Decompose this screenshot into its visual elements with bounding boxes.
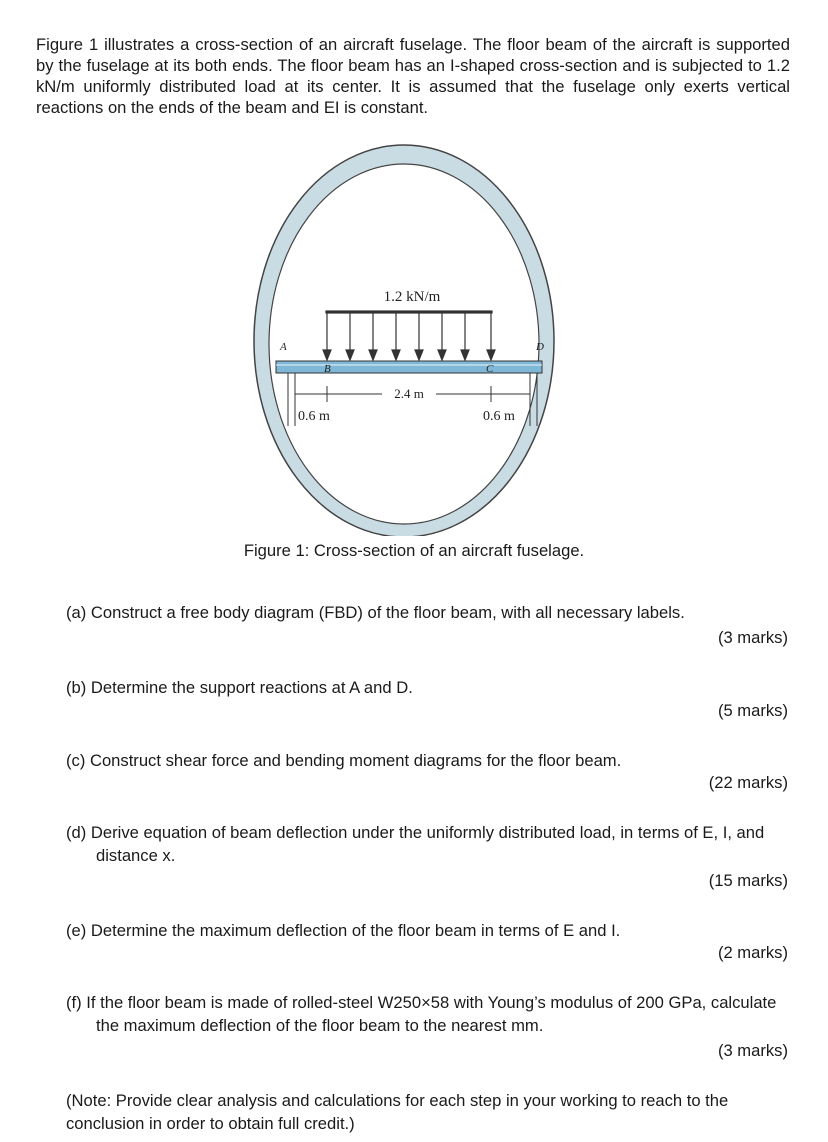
dimension-right: 0.6 m bbox=[483, 409, 515, 424]
question-f: (f) If the floor beam is made of rolled-steel W250×58 with Young’s modulus of 200 GPa, calculate the maximum deflection of the floor beam to the nearest mm. bbox=[66, 993, 777, 1035]
question-c: (c) Construct shear force and bending moment diagrams for the floor beam. bbox=[66, 751, 622, 770]
marks-a: (3 marks) bbox=[717, 628, 788, 647]
marks-d: (15 marks) bbox=[708, 871, 788, 890]
dimension-mid: 2.4 m bbox=[394, 386, 424, 401]
marks-c: (22 marks) bbox=[708, 773, 788, 792]
label-a: A bbox=[280, 341, 287, 353]
question-e: (e) Determine the maximum deflection of the floor beam in terms of E and I. bbox=[66, 921, 621, 940]
dimension-left: 0.6 m bbox=[298, 409, 330, 424]
floor-beam bbox=[276, 361, 542, 373]
figure-caption: Figure 1: Cross-section of an aircraft fuselage. bbox=[243, 541, 585, 560]
note: (Note: Provide clear analysis and calculations for each step in your working to reach to the conclusion in order to obtain full credit.) bbox=[66, 1091, 729, 1133]
problem-intro: Figure 1 illustrates a cross-section of an aircraft fuselage. The floor beam of the aircraft is supported by the fuselage at its both ends. The floor beam has an I-shaped cross-section and is subjected to 1.2 kN/m uniformly distributed load at its center. It is assumed that the fuselage only exerts vertical reactions on the ends of the beam and EI is constant. bbox=[36, 35, 790, 117]
question-a: (a) Construct a free body diagram (FBD) of the floor beam, with all necessary labels. bbox=[66, 603, 685, 622]
label-c: C bbox=[486, 363, 494, 375]
fuselage-figure bbox=[240, 136, 570, 536]
marks-b: (5 marks) bbox=[717, 701, 788, 720]
marks-f: (3 marks) bbox=[717, 1041, 788, 1060]
label-b: B bbox=[324, 363, 331, 375]
load-label: 1.2 kN/m bbox=[383, 289, 441, 305]
fuselage-inner-ring bbox=[269, 164, 539, 524]
marks-e: (2 marks) bbox=[717, 943, 788, 962]
label-d: D bbox=[536, 341, 544, 353]
question-d: (d) Derive equation of beam deflection under the uniformly distributed load, in terms of E, I, and distance x. bbox=[66, 823, 765, 865]
question-b: (b) Determine the support reactions at A and D. bbox=[66, 678, 413, 697]
